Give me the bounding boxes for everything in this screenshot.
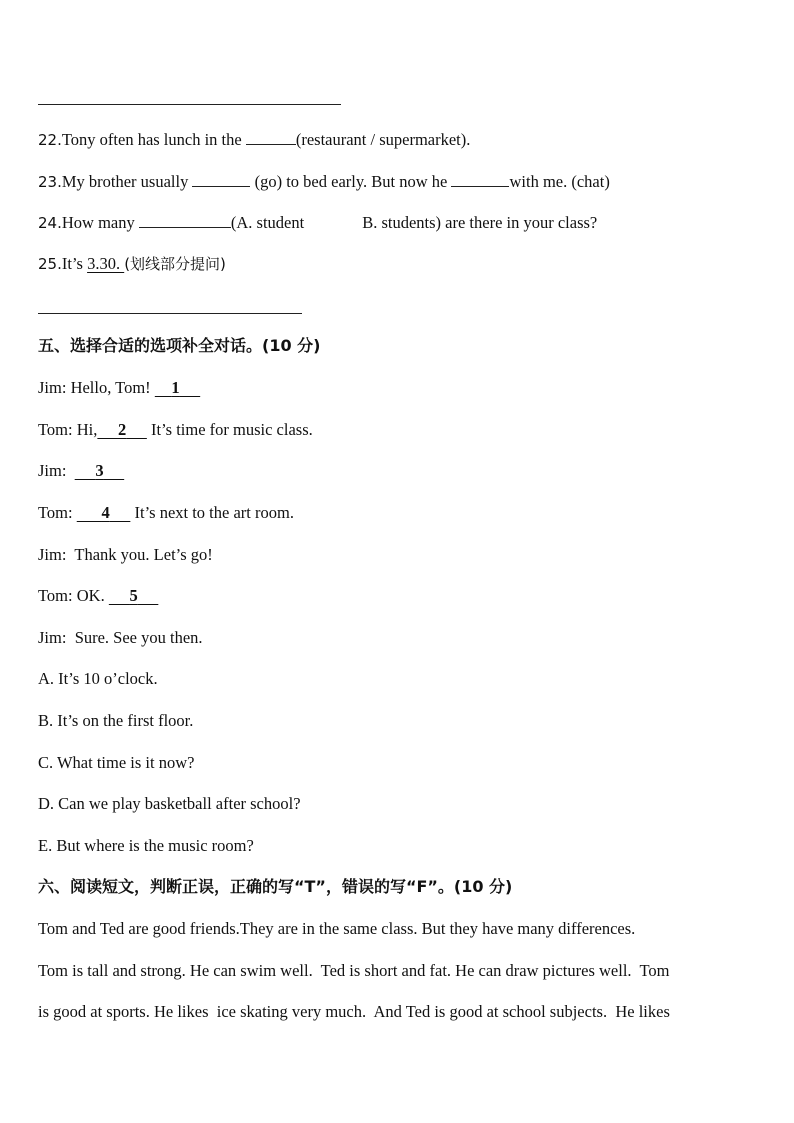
blank-number: 5 xyxy=(129,586,138,605)
question-22 xyxy=(38,129,470,150)
option-b: B. It’s on the first floor. xyxy=(38,711,194,730)
dialogue-text: It’s time for music class. xyxy=(146,420,313,439)
underlined-part: 3.30. xyxy=(87,254,125,273)
question-text: How many xyxy=(61,213,139,232)
speaker: Tom: xyxy=(38,420,73,439)
question-text: My brother usually xyxy=(61,172,193,191)
dialogue-blank-3[interactable] xyxy=(75,461,125,480)
question-25 xyxy=(38,254,226,274)
dialogue-line-3 xyxy=(38,461,124,481)
speaker: Tom: xyxy=(38,503,73,522)
blank-number: 1 xyxy=(171,378,180,397)
dialogue-line-6 xyxy=(38,586,158,606)
question-23 xyxy=(38,171,610,192)
dialogue-blank-4[interactable] xyxy=(77,503,131,522)
dialogue-line-5 xyxy=(38,545,213,565)
speaker: Jim: xyxy=(38,461,67,480)
question-note: (划线部分提问) xyxy=(124,255,226,273)
dialogue-text: Sure. See you then. xyxy=(66,628,203,647)
answer-line-25 xyxy=(38,313,302,314)
passage-line-2: Tom is tall and strong. He can swim well. Ted is short and fat. He can draw pictures well. Tom xyxy=(38,961,670,980)
question-text: (restaurant / supermarket). xyxy=(295,130,471,149)
dialogue-blank-5[interactable] xyxy=(109,586,159,605)
answer-blank[interactable] xyxy=(451,171,509,187)
speaker: Tom: xyxy=(38,586,73,605)
option-a: (A. student xyxy=(230,213,305,232)
passage-line-3: is good at sports. He likes ice skating very much. And Ted is good at school subjects. He likes xyxy=(38,1002,670,1021)
section-5-heading: 五、选择合适的选项补全对话。(10 分) xyxy=(38,336,321,355)
dialogue-line-1 xyxy=(38,378,200,398)
speaker: Jim: xyxy=(38,378,67,397)
dialogue-blank-2[interactable] xyxy=(97,420,147,439)
dialogue-line-7 xyxy=(38,628,203,648)
dialogue-text xyxy=(66,461,74,480)
passage-line-1: Tom and Ted are good friends.They are in the same class. But they have many differences. xyxy=(38,919,636,938)
option-c: C. What time is it now? xyxy=(38,753,195,772)
speaker: Jim: xyxy=(38,628,67,647)
section-6-heading: 六、阅读短文，判断正误，正确的写“T”，错误的写“F”。(10 分) xyxy=(38,877,513,896)
question-number: 22. xyxy=(38,131,62,149)
question-text: with me. (chat) xyxy=(509,172,610,191)
blank-number: 3 xyxy=(95,461,104,480)
question-text: (go) to bed early. But now he xyxy=(250,172,452,191)
option-a: A. It’s 10 o’clock. xyxy=(38,669,158,688)
question-number: 23. xyxy=(38,173,62,191)
answer-blank[interactable] xyxy=(246,129,296,145)
question-text: Tony often has lunch in the xyxy=(61,130,246,149)
dialogue-line-2 xyxy=(38,420,313,440)
blank-number: 2 xyxy=(117,420,127,439)
question-text: It’s xyxy=(61,254,88,273)
option-d: D. Can we play basketball after school? xyxy=(38,794,301,813)
blank-number: 4 xyxy=(101,503,110,522)
answer-blank[interactable] xyxy=(192,171,250,187)
dialogue-text: It’s next to the art room. xyxy=(130,503,294,522)
question-number: 24. xyxy=(38,214,62,232)
question-number: 25. xyxy=(38,255,62,273)
dialogue-text: Hello, Tom! xyxy=(66,378,155,397)
dialogue-text: Hi, xyxy=(72,420,98,439)
answer-blank[interactable] xyxy=(139,212,231,228)
dialogue-text: OK. xyxy=(72,586,109,605)
question-24 xyxy=(38,212,597,233)
dialogue-line-4 xyxy=(38,503,294,523)
speaker: Jim: xyxy=(38,545,67,564)
answer-line-21 xyxy=(38,104,341,105)
option-b: B. students) are there in your class? xyxy=(362,213,598,232)
option-e: E. But where is the music room? xyxy=(38,836,254,855)
dialogue-blank-1[interactable] xyxy=(155,378,200,397)
dialogue-text: Thank you. Let’s go! xyxy=(66,545,213,564)
